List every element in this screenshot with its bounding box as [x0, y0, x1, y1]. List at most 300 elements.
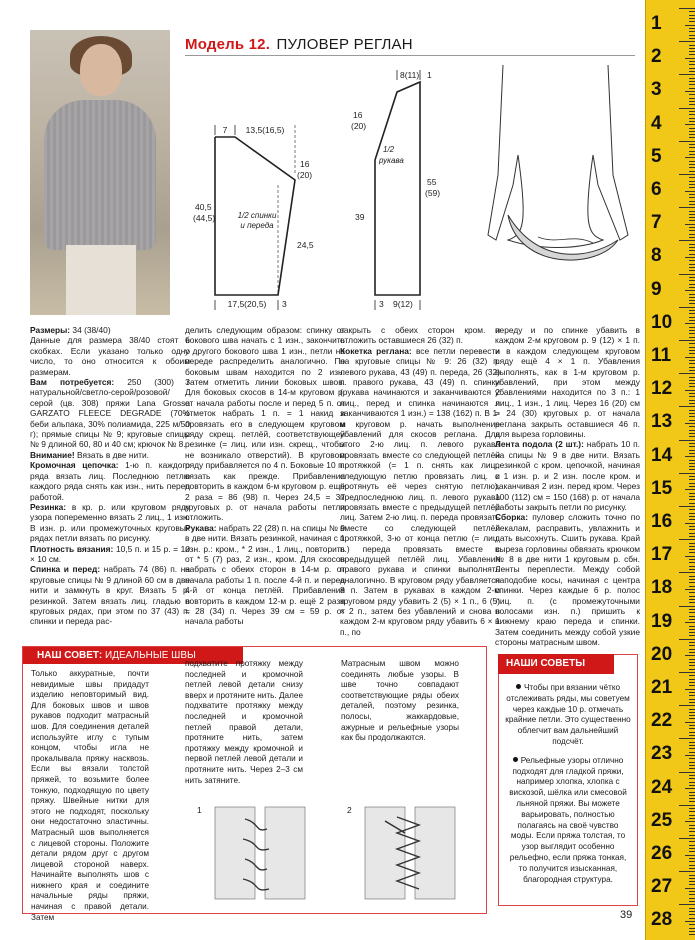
ruler-tick [689, 396, 695, 397]
ruler-tick [689, 582, 695, 583]
tip-our-advice [498, 654, 638, 906]
ruler-tick [689, 543, 695, 544]
ruler-tick [689, 918, 695, 919]
ruler-number: 14 [651, 444, 673, 466]
ruler-tick [689, 662, 695, 663]
ruler-tick [689, 828, 695, 829]
ruler-tick [689, 436, 695, 437]
ruler-number: 21 [651, 677, 673, 698]
ruler-tick [689, 519, 695, 520]
paragraph-text: все петли перевести на круговые спицы № 9: 26 (32) п. левого рукава, 43 (49) п. переда, 26 (32) п. правого рукава, 43 (49) п. спинки (рукава начинаются и заканчиваются 2 лиц., перед и спинка начинаются и заканчиваются 1 изн.) = 138 (162) п. В 1-м круговом р. начать выполнение убавлений для скосов реглана. Для этого 2-ю лиц. п. левого рукава провязать вместе со следующей петлёй протяжкой (= 1 п. снять как лиц., следующую петлю провязать лиц. и протянуть её через снятую петлю), предпоследнюю лиц. п. левого рукава провязать вместе с предыдущей петлёй лиц. Затем 2-ю лиц. п. переда провязать вместе со следующей петлёй протяжкой, 3-ю от конца петлю (= лиц. п.) переда провязать вместе с предыдущей петлёй лиц. Убавления правого рукава и спинки выполнять аналогично. В круговом ряду убавляется 8 п. Затем в рукавах в каждом 2-м круговом ряду убавить 2 (5) × 1 п., 6 (5) × 2 п., затем без убавлений и снова в каждом 2-м круговом ряду убавить 6 × 1 п., по [340, 345, 500, 637]
tip-side-heading: НАШИ СОВЕТЫ [498, 654, 614, 674]
ruler-number: 3 [651, 79, 662, 101]
body-diagram [185, 115, 335, 315]
ruler-tick [689, 343, 695, 344]
ruler-tick [689, 559, 695, 560]
ruler-tick [689, 851, 695, 852]
sleeve-outline [375, 82, 420, 295]
ruler-tick [689, 752, 695, 753]
ruler-tick [689, 901, 695, 902]
ruler-tick [689, 702, 695, 703]
ruler-tick [689, 28, 695, 29]
tip-side-item: Чтобы при вязании чётко отслеживать ряды, мы советуем через каждые 10 р. отмечать крайние петли. Это существенно облегчит вам дальнейший подсчёт. [505, 683, 631, 746]
ruler-tick [689, 602, 695, 603]
body-dim-5: 40,5 [195, 202, 212, 212]
ruler-tick [689, 629, 695, 630]
ruler-tick [689, 264, 695, 265]
photo-face [80, 44, 122, 96]
sleeve-label-1: 1/2 [383, 145, 395, 154]
page-number: 39 [620, 909, 633, 921]
body-dim-1: 7 [222, 125, 228, 135]
paragraph-text: набрать 22 (28) п. на спицы № 9 в две нити. Вязать резинкой, начиная с 1 изн. р.: кром., * 2 изн., 1 лиц., повторить от * 5 (7) раз, 2 изн., кром. Для скосов набрать с обеих сторон в 14-м р. от начала работы 1 п. после 4-й п. и перед 4-й от конца петлёй. Прибавления повторить в каждом 12-м р. ещё 2 раза = 28 (34) п. Через 39 см = 59 р. от начала работы [185, 522, 345, 627]
tip-perfect-seams [22, 646, 487, 922]
ruler-tick [689, 728, 695, 729]
ruler-tick [689, 479, 695, 480]
ruler-tick [689, 503, 695, 504]
ruler-tick [689, 18, 695, 19]
ruler-tick [679, 406, 695, 407]
paragraph [185, 523, 345, 627]
ruler-tick [689, 78, 695, 79]
ruler-tick [689, 177, 695, 178]
paragraph [495, 439, 640, 512]
ruler-tick [689, 509, 695, 510]
ruler-tick [679, 672, 695, 673]
ruler-tick [689, 875, 695, 876]
ruler-tick [689, 267, 695, 268]
paragraph [30, 335, 190, 377]
ruler-tick [689, 785, 695, 786]
ruler-tick [689, 410, 695, 411]
tip-side-list [505, 683, 631, 893]
ruler-tick [689, 476, 695, 477]
body-dim-3: 16 [300, 159, 310, 169]
ruler-tick [679, 274, 695, 275]
ruler-tick [689, 742, 695, 743]
paragraph [340, 346, 500, 637]
bullet-icon [516, 684, 521, 689]
ruler-tick [689, 841, 695, 842]
ruler-number: 13 [651, 411, 673, 433]
text-column-3 [340, 325, 500, 637]
page-title [185, 36, 413, 53]
ruler-tick [689, 516, 695, 517]
ruler-number: 11 [651, 345, 672, 366]
ruler-tick [689, 499, 695, 500]
ruler-tick [689, 778, 695, 779]
ruler-tick [689, 861, 695, 862]
ruler-tick [689, 569, 695, 570]
ruler-tick [689, 426, 695, 427]
ruler-tick [679, 8, 695, 9]
ruler-number: 27 [651, 876, 673, 898]
tape-measure [645, 0, 695, 940]
ruler-number: 20 [651, 643, 673, 665]
ruler-tick [689, 652, 695, 653]
ruler-tick [689, 187, 695, 188]
ruler-number: 2 [651, 46, 662, 68]
ruler-tick [679, 473, 695, 474]
paragraph-text: Вязать в две нити. [74, 449, 149, 460]
ruler-tick [689, 280, 695, 281]
ruler-tick [689, 164, 695, 165]
ruler-tick [689, 811, 695, 812]
ruler-tick [689, 393, 695, 394]
ruler-tick [689, 64, 695, 65]
tip-text-2: подхватите протяжку между последней и кромочной петлей левой детали снизу вверх и протяните нить. Далее подхватите протяжку между последней и кромочной петлей правой детали, протяните нить, затем протяжку между кромочной и первой петлей левой детали и протяните нить. Через 2–3 см нить затяните. [185, 659, 303, 785]
ruler-tick [689, 51, 695, 52]
ruler-tick [689, 775, 695, 776]
ruler-tick [689, 632, 695, 633]
ruler-number: 7 [651, 212, 662, 234]
ruler-number: 10 [651, 311, 673, 333]
ruler-tick [689, 433, 695, 434]
ruler-tick [679, 240, 695, 241]
photo-sweater [44, 100, 156, 250]
ruler-number: 25 [651, 809, 673, 831]
ruler-tick [679, 639, 695, 640]
ruler-tick [689, 709, 695, 710]
ruler-tick [689, 868, 695, 869]
paragraph [30, 377, 190, 450]
model-photo [30, 30, 170, 315]
ruler-tick [689, 450, 695, 451]
ruler-number: 18 [651, 577, 673, 599]
body-label-1: 1/2 спинки [237, 211, 277, 220]
ruler-tick [689, 277, 695, 278]
ruler-tick [689, 795, 695, 796]
ruler-number: 4 [651, 112, 662, 134]
sleeve-dim-2: 1 [427, 70, 432, 80]
paragraph-text: 34 (38/40) [70, 325, 111, 335]
ruler-number: 22 [651, 710, 673, 732]
ruler-number: 9 [651, 278, 662, 300]
ruler-tick [689, 167, 695, 168]
paragraph-text: Данные для размера 38/40 стоят в скобках. Если указано только одно число, то оно относится к обоим размерам. [30, 335, 190, 377]
ruler-tick [689, 383, 695, 384]
ruler-tick [689, 227, 695, 228]
ruler-tick [689, 549, 695, 550]
sleeve-label-2: рукава [379, 156, 404, 165]
ruler-tick [689, 377, 695, 378]
ruler-tick [689, 831, 695, 832]
ruler-number: 24 [651, 776, 673, 798]
ruler-tick [689, 493, 695, 494]
body-dim-2: 13,5(16,5) [245, 125, 285, 135]
ruler-tick [689, 768, 695, 769]
ruler-tick [689, 144, 695, 145]
text-column-4 [495, 325, 640, 648]
ruler-tick [689, 881, 695, 882]
paragraph-heading: Рукава: [185, 522, 217, 533]
paragraph [185, 325, 345, 523]
ruler-tick [689, 81, 695, 82]
ruler-tick [689, 270, 695, 271]
ruler-tick [689, 84, 695, 85]
ruler-tick [689, 88, 695, 89]
ruler-tick [689, 718, 695, 719]
ruler-tick [689, 835, 695, 836]
ruler-tick [689, 682, 695, 683]
text-column-2 [185, 325, 345, 627]
ruler-tick [679, 738, 695, 739]
ruler-tick [689, 908, 695, 909]
ruler-number: 16 [651, 511, 673, 532]
ruler-number: 26 [651, 843, 673, 864]
paragraph-heading: Кромочная цепочка: [30, 460, 119, 471]
ruler-tick [689, 566, 695, 567]
ruler-tick [679, 904, 695, 905]
ruler-number: 17 [651, 544, 673, 566]
ruler-tick [689, 171, 695, 172]
ruler-tick [679, 340, 695, 341]
ruler-tick [689, 758, 695, 759]
ruler-tick [689, 529, 695, 530]
ruler-tick [679, 174, 695, 175]
ruler-number: 19 [651, 610, 673, 632]
sleeve-diagram [345, 60, 455, 315]
ruler-number: 23 [651, 743, 673, 765]
ruler-tick [689, 294, 695, 295]
ruler-tick [689, 154, 695, 155]
paragraph [30, 564, 190, 626]
ruler-tick [689, 234, 695, 235]
ruler-tick [689, 330, 695, 331]
paragraph [495, 325, 640, 439]
body-dim-4: (20) [297, 170, 313, 180]
ruler-tick [689, 68, 695, 69]
ruler-tick [689, 792, 695, 793]
ruler-tick [689, 181, 695, 182]
ruler-tick [689, 609, 695, 610]
ruler-tick [689, 350, 695, 351]
paragraph-text: закрыть с обеих сторон кром. и отложить оставшиеся 26 (32) п. [340, 325, 500, 346]
text-column-1 [30, 325, 190, 627]
ruler-tick [689, 745, 695, 746]
ruler-tick [689, 184, 695, 185]
ruler-tick [689, 712, 695, 713]
paragraph-heading: Плотность вязания: [30, 543, 114, 554]
ruler-tick [689, 217, 695, 218]
ruler-tick [689, 320, 695, 321]
ruler-tick [679, 539, 695, 540]
ruler-tick [679, 108, 695, 109]
ruler-tick [689, 865, 695, 866]
ruler-tick [689, 576, 695, 577]
ruler-tick [689, 303, 695, 304]
ruler-tick [689, 71, 695, 72]
ruler-tick [679, 838, 695, 839]
ruler-tick [689, 446, 695, 447]
ruler-tick [689, 443, 695, 444]
paragraph-heading: Лента подола (2 шт.): [495, 439, 584, 450]
ruler-tick [689, 244, 695, 245]
ruler-tick [689, 635, 695, 636]
paragraph [340, 325, 500, 346]
ruler-tick [689, 54, 695, 55]
ruler-tick [689, 137, 695, 138]
ruler-tick [689, 353, 695, 354]
ruler-number: 1 [651, 13, 662, 34]
ruler-tick [689, 748, 695, 749]
ruler-tick [689, 928, 695, 929]
paragraph-text: переду и по спинке убавить в каждом 2-м круговом р. 9 (12) × 1 п. и в каждом следующем круговом ряду ещё 4 × 1 п. Убавления выполнять, как в 1-м круговом р. убавлений, при этом между убавлениями находится по 3 п.: 1 лиц., 1 изн., 1 лиц. Через 16 (20) см = 24 (30) круговых р. от начала реглана закрыть оставшиеся 46 п. для выреза горловины. [495, 325, 640, 440]
ruler-tick [689, 134, 695, 135]
paragraph-heading: Внимание! [30, 449, 75, 460]
ruler-tick [689, 599, 695, 600]
tip-text-1: Только аккуратные, почти невидимые швы придадут изделию неповторимый вид. Для боковых швов и швов рукавов подходит матрасный шов. Для соединения деталей используйте иглу с тупым концом, чтобы игла не прокалывала пряжу насквозь. Если вы вязали толстой пряжей, то возьмите более тонкую, подходящую по цвету пряжу. Швейные нитки для этого не подходят, поскольку они недостаточно эластичны. Матрасный шов выполняется с лицевой стороны. Положите детали рядом друг с другом лицевой стороной наверх. Начинайте выполнять шов с нижнего края и соедините начальные ряды пряжи, начиная с правой детали. Затем [31, 669, 149, 922]
ruler-tick [689, 347, 695, 348]
ruler-tick [689, 194, 695, 195]
ruler-tick [689, 94, 695, 95]
ruler-tick [679, 307, 695, 308]
sleeve-dim-8: 3 [379, 299, 384, 309]
ruler-tick [689, 496, 695, 497]
ruler-tick [689, 337, 695, 338]
ruler-tick [689, 35, 695, 36]
ruler-tick [689, 665, 695, 666]
body-dim-8: 17,5(20,5) [227, 299, 267, 309]
ruler-tick [679, 871, 695, 872]
paragraph-text: 10,5 п. и 15 р. = 10 × 10 см. [30, 543, 190, 564]
ruler-tick [689, 416, 695, 417]
sleeve-dim-7: (59) [425, 188, 441, 198]
ruler-tick [689, 659, 695, 660]
ruler-tick [689, 147, 695, 148]
ruler-tick [689, 878, 695, 879]
ruler-tick [689, 45, 695, 46]
ruler-tick [689, 297, 695, 298]
tip-side-item: Рельефные узоры отлично подходят для гладкой пряжи, например хлопка, хлопка с вискозой, шёлка или смесовой льняной пряжи. Вы можете варьировать, полностью полагаясь на своё чувство моды. Если пряжа толстая, то узор выглядит особенно рельефно, если пряжа тонкая, то получится изысканная, благородная структура. [509, 755, 627, 884]
ruler-number: 28 [651, 909, 673, 931]
bullet-icon [513, 757, 518, 762]
ruler-tick [689, 931, 695, 932]
body-dim-6: (44,5) [193, 213, 216, 223]
ruler-tick [689, 782, 695, 783]
ruler-tick [689, 386, 695, 387]
model-title: ПУЛОВЕР РЕГЛАН [276, 36, 413, 53]
ruler-tick [689, 21, 695, 22]
ruler-tick [689, 685, 695, 686]
ruler-tick [689, 128, 695, 129]
ruler-tick [689, 310, 695, 311]
ruler-tick [689, 536, 695, 537]
tip-title: ИДЕАЛЬНЫЕ ШВЫ [105, 650, 196, 661]
ruler-tick [689, 466, 695, 467]
ruler-tick [679, 506, 695, 507]
ruler-tick [689, 403, 695, 404]
ruler-tick [689, 562, 695, 563]
ruler-tick [689, 250, 695, 251]
ruler-tick [689, 38, 695, 39]
ruler-tick [689, 327, 695, 328]
sleeve-dim-6: 55 [427, 177, 437, 187]
ruler-tick [689, 197, 695, 198]
ruler-tick [689, 211, 695, 212]
ruler-tick [689, 616, 695, 617]
paragraph [30, 450, 190, 460]
ruler-tick [679, 74, 695, 75]
ruler-tick [689, 460, 695, 461]
ruler-tick [689, 367, 695, 368]
ruler-tick [689, 121, 695, 122]
ruler-tick [689, 596, 695, 597]
ruler-tick [689, 735, 695, 736]
ruler-tick [689, 533, 695, 534]
sleeve-dim-9: 9(12) [393, 299, 413, 309]
ruler-tick [689, 101, 695, 102]
ruler-tick [689, 934, 695, 935]
paragraph [30, 325, 190, 335]
ruler-tick [689, 586, 695, 587]
paragraph-text: в кр. р. или круговом ряду узора попеременно вязать 2 лиц., 1 изн. В изн. р. или промежуточных круговых рядах петли вязать по рисунку. [30, 501, 190, 544]
ruler-tick [689, 546, 695, 547]
paragraph [30, 460, 190, 502]
ruler-tick [689, 679, 695, 680]
paragraph-text: набрать 74 (86) п. на круговые спицы № 9 длиной 60 см в две нити и замкнуть в круг. Вязать 5 р. резинкой. Затем вязать лиц. гладью в круговых рядах, при этом по 37 (43) п. спинки и переда рас- [30, 564, 190, 627]
ruler-tick [689, 612, 695, 613]
figure-number-2: 2 [347, 805, 352, 815]
ruler-tick [689, 61, 695, 62]
paragraph [30, 544, 190, 565]
ruler-tick [679, 805, 695, 806]
ruler-tick [689, 237, 695, 238]
ruler-tick [679, 41, 695, 42]
ruler-number: 8 [651, 245, 662, 267]
paragraph-text: пуловер сложить точно по лекалам, расправить, увлажнить и дать высохнуть. Сшить рукава. Край выреза горловины обвязать крючком № 8 в две нити 1 круговым р. сбн. Ленты переплести. Между собой наподобие косы, начиная с центра спинки. Через каждые 6 р. полос лиц. п. (с промежуточными полосами изн. п.) пришить к нижнему краю переда и спинки. Затем соединить между собой узкие стороны матрасным швом. [495, 512, 640, 648]
ruler-tick [689, 699, 695, 700]
paragraph-text: набрать 10 п. на спицы № 9 в две нити. Вязать резинкой с кром. цепочкой, начиная с 1 изн. р. и 2 изн. после кром. и заканчивая 2 изн. перед кром. Через 100 (112) см = 150 (168) р. от начала работы закрыть петли по рисунку. [495, 439, 640, 512]
ruler-tick [689, 300, 695, 301]
sleeve-dim-3: 16 [353, 110, 363, 120]
ruler-tick [689, 924, 695, 925]
ruler-tick [689, 313, 695, 314]
ruler-number: 15 [651, 477, 673, 499]
ruler-tick [689, 413, 695, 414]
ruler-tick [689, 715, 695, 716]
ruler-number: 6 [651, 179, 662, 200]
ruler-tick [689, 695, 695, 696]
ruler-tick [689, 380, 695, 381]
paragraph [495, 512, 640, 647]
ruler-tick [689, 642, 695, 643]
ruler-tick [689, 254, 695, 255]
model-label: Модель 12. [185, 36, 271, 53]
sleeve-dim-4: (20) [351, 121, 367, 131]
paragraph-heading: Кокетка реглана: [340, 345, 412, 356]
ruler-tick [689, 513, 695, 514]
ruler-tick [689, 808, 695, 809]
ruler-tick [679, 572, 695, 573]
ruler-tick [689, 31, 695, 32]
sleeve-dim-5: 39 [355, 212, 365, 222]
body-dim-7: 24,5 [297, 240, 314, 250]
ruler-tick [689, 486, 695, 487]
ruler-tick [689, 619, 695, 620]
ruler-tick [689, 526, 695, 527]
ruler-tick [689, 801, 695, 802]
paragraph-heading: Размеры: [30, 325, 71, 335]
ruler-tick [689, 98, 695, 99]
ruler-tick [689, 911, 695, 912]
ruler-tick [689, 317, 695, 318]
ruler-tick [689, 420, 695, 421]
knit-illustration-1 [195, 799, 315, 903]
ruler-tick [689, 798, 695, 799]
ruler-tick [689, 111, 695, 112]
photo-legs [66, 245, 136, 315]
